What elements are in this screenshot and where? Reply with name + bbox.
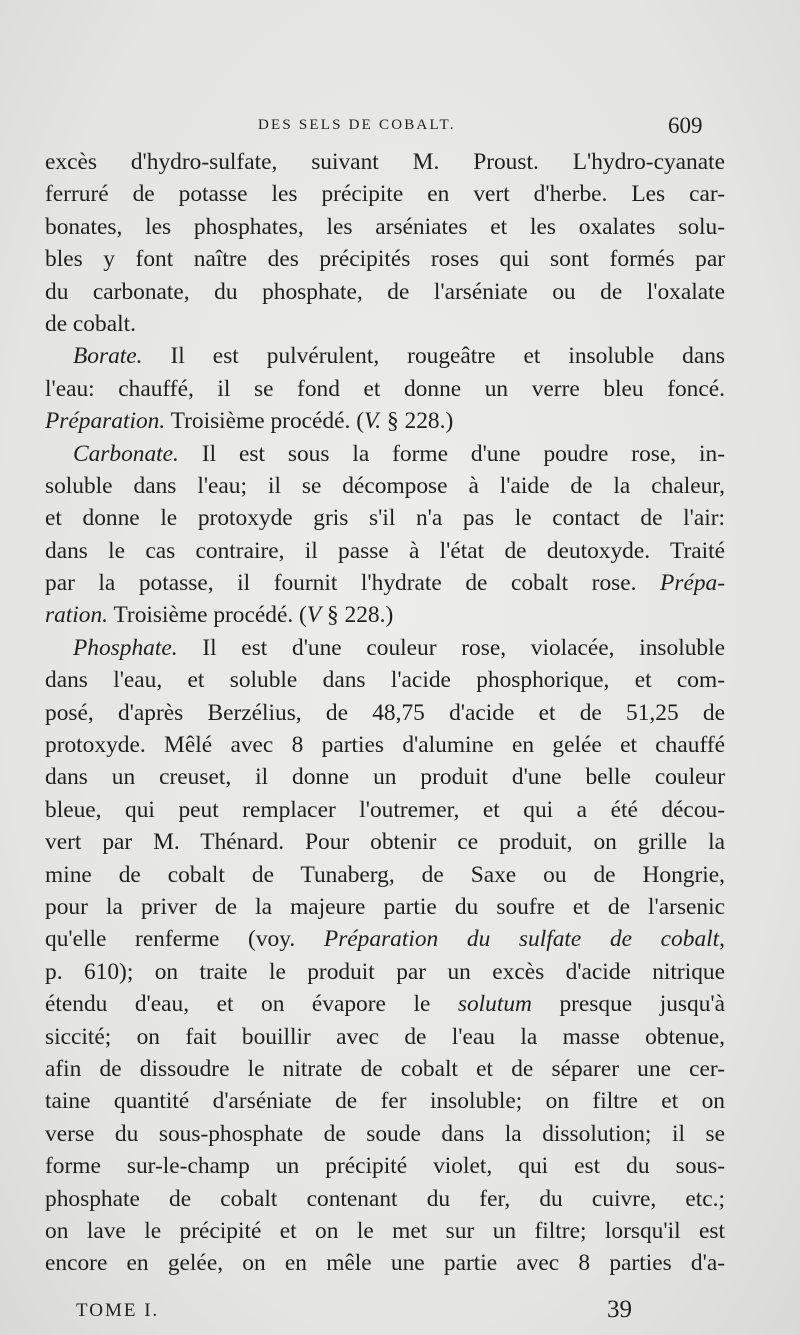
text-segment: du carbonate, du phosphate, de l'arséniate ou de l'oxalate bbox=[45, 278, 725, 305]
text-line bbox=[45, 438, 725, 470]
text-segment: et donne le protoxyde gris s'il n'a pas le contact de l'air: bbox=[45, 505, 725, 532]
text-segment: protoxyde. Mêlé avec 8 parties d'alumine en gelée et chauffé bbox=[45, 732, 725, 759]
text-segment: dans un creuset, il donne un produit d'une belle couleur bbox=[45, 764, 725, 791]
text-segment: de cobalt. bbox=[45, 310, 136, 337]
text-segment: excès d'hydro-sulfate, suivant M. Proust. L'hydro-cyanate bbox=[45, 149, 725, 175]
text-line bbox=[45, 146, 725, 178]
text-line bbox=[45, 1183, 725, 1215]
text-segment: bonates, les phosphates, les arséniates et les oxalates solu- bbox=[45, 213, 725, 240]
text-segment: dans l'eau, et soluble dans l'acide phosphorique, et com- bbox=[45, 667, 725, 694]
text-line bbox=[45, 1053, 725, 1085]
italic-segment: Carbonate. bbox=[73, 440, 179, 467]
text-segment: mine de cobalt de Tunaberg, de Saxe ou de Hongrie, bbox=[45, 861, 725, 888]
italic-segment: Préparation du sulfate de cobalt bbox=[323, 926, 720, 953]
text-line bbox=[45, 308, 725, 340]
text-line bbox=[45, 923, 725, 955]
text-segment: l'eau: chauffé, il se fond et donne un verre bleu foncé. bbox=[45, 375, 725, 402]
italic-segment: V. bbox=[364, 408, 382, 435]
text-line bbox=[45, 956, 725, 988]
page-footer bbox=[0, 1296, 800, 1328]
text-segment: qu'elle renferme (voy. bbox=[45, 926, 324, 953]
text-line bbox=[45, 761, 725, 793]
text-line bbox=[45, 1118, 725, 1150]
italic-segment: Préparation. bbox=[45, 408, 166, 435]
page-number: 609 bbox=[668, 113, 703, 138]
text-line bbox=[45, 988, 725, 1020]
text-segment: forme sur-le-champ un précipité violet, qui est du sous- bbox=[45, 1153, 725, 1180]
text-segment: § 228.) bbox=[321, 602, 394, 629]
page-header bbox=[0, 113, 800, 143]
text-segment: phosphate de cobalt contenant du fer, du cuivre, etc.; bbox=[45, 1185, 725, 1212]
text-segment: on lave le précipité et on le met sur un filtre; lorsqu'il est bbox=[45, 1217, 725, 1244]
text-line bbox=[45, 826, 725, 858]
italic-segment: ration. bbox=[45, 602, 109, 629]
text-segment: , bbox=[719, 926, 725, 953]
text-line bbox=[45, 276, 725, 308]
text-line bbox=[45, 1215, 725, 1247]
italic-segment: Borate. bbox=[73, 343, 143, 370]
text-line bbox=[45, 1150, 725, 1182]
text-line bbox=[45, 859, 725, 891]
text-segment: Troisième procédé. ( bbox=[108, 602, 307, 629]
text-segment: encore en gelée, on en mêle une partie avec 8 parties d'a- bbox=[45, 1250, 725, 1277]
volume-label: TOME I. bbox=[76, 1300, 160, 1321]
text-segment: étendu d'eau, et on évapore le bbox=[45, 991, 458, 1018]
text-segment: Il est d'une couleur rose, violacée, insoluble bbox=[177, 634, 725, 661]
text-segment: verse du sous-phosphate de soude dans la dissolution; il se bbox=[45, 1120, 725, 1147]
text-line bbox=[45, 794, 725, 826]
text-line bbox=[45, 178, 725, 210]
text-segment: Il est pulvérulent, rougeâtre et insoluble dans bbox=[142, 343, 725, 370]
text-line bbox=[45, 664, 725, 696]
text-line bbox=[45, 470, 725, 502]
text-segment: pour la priver de la majeure partie du soufre et de l'arsenic bbox=[45, 893, 725, 920]
text-segment: bles y font naître des précipités roses qui sont formés par bbox=[45, 246, 725, 273]
text-line bbox=[45, 373, 725, 405]
text-line bbox=[45, 1085, 725, 1117]
text-segment: taine quantité d'arséniate de fer insoluble; on filtre et on bbox=[45, 1088, 725, 1115]
text-segment: afin de dissoudre le nitrate de cobalt et de séparer une cer- bbox=[45, 1055, 725, 1082]
text-line bbox=[45, 405, 725, 437]
text-line bbox=[45, 535, 725, 567]
italic-segment: V bbox=[306, 602, 322, 629]
text-line bbox=[45, 1021, 725, 1053]
text-segment: siccité; on fait bouillir avec de l'eau la masse obtenue, bbox=[45, 1023, 725, 1050]
text-line bbox=[45, 599, 725, 631]
signature-mark: 39 bbox=[607, 1296, 632, 1323]
body-text bbox=[45, 146, 725, 1280]
text-line bbox=[45, 502, 725, 534]
text-segment: § 228.) bbox=[381, 408, 454, 435]
text-line bbox=[45, 243, 725, 275]
text-segment: par la potasse, il fournit l'hydrate de cobalt rose. bbox=[45, 570, 661, 597]
text-segment: vert par M. Thénard. Pour obtenir ce produit, on grille la bbox=[45, 829, 725, 856]
italic-segment: Phosphate. bbox=[73, 634, 178, 661]
text-line bbox=[45, 340, 725, 372]
text-line bbox=[45, 891, 725, 923]
text-line bbox=[45, 1247, 725, 1279]
text-segment: p. 610); on traite le produit par un excès d'acide nitrique bbox=[45, 958, 725, 985]
text-segment: posé, d'après Berzélius, de 48,75 d'acide et de 51,25 de bbox=[45, 699, 725, 726]
text-line bbox=[45, 632, 725, 664]
italic-segment: Prépa- bbox=[660, 570, 725, 597]
text-segment: ferruré de potasse les précipite en vert d'herbe. Les car- bbox=[45, 181, 725, 208]
running-title: DES SELS DE COBALT. bbox=[258, 117, 456, 133]
text-segment: Troisième procédé. ( bbox=[165, 408, 364, 435]
text-segment: Il est sous la forme d'une poudre rose, in- bbox=[178, 440, 725, 467]
text-segment: presque jusqu'à bbox=[531, 991, 725, 1018]
text-segment: bleue, qui peut remplacer l'outremer, et qui a été décou- bbox=[45, 796, 725, 823]
text-line bbox=[45, 729, 725, 761]
text-line bbox=[45, 567, 725, 599]
text-line bbox=[45, 697, 725, 729]
text-segment: soluble dans l'eau; il se décompose à l'aide de la chaleur, bbox=[45, 472, 725, 499]
italic-segment: solutum bbox=[457, 991, 532, 1018]
text-line bbox=[45, 211, 725, 243]
text-segment: dans le cas contraire, il passe à l'état de deutoxyde. Traité bbox=[45, 537, 725, 564]
